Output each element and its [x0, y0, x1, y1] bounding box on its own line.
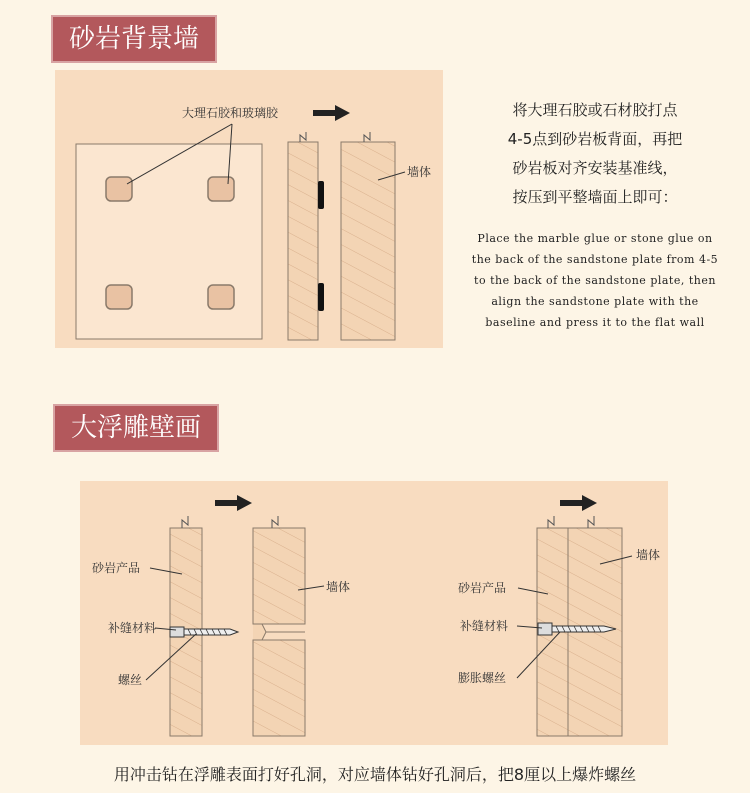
instruction-en-line-4: align the sandstone plate with the [491, 295, 699, 308]
sandstone-plate-front [76, 144, 262, 339]
wall-label: 墙体 [407, 165, 432, 179]
right-wall-label: 墙体 [636, 548, 661, 562]
instruction-en-line-2: the back of the sandstone plate from 4-5 [471, 253, 719, 266]
instruction-en-line-5: baseline and press it to the flat wall [485, 316, 705, 329]
left-screw-label: 螺丝 [118, 673, 143, 687]
instruction-en-line-3: to the back of the sandstone plate, then [474, 274, 716, 287]
instruction-cn-line-3: 砂岩板对齐安装基准线， [512, 159, 678, 177]
sandstone-product-left [170, 516, 202, 736]
section2-title: 大浮雕壁画 [55, 406, 217, 450]
arrow-right-icon [313, 105, 350, 121]
sandstone-plate-side [288, 132, 324, 340]
glue-label: 大理石胶和玻璃胶 [182, 106, 279, 120]
instruction-cn-line-4: 按压到平整墙面上即可： [512, 188, 678, 206]
arrow-right-icon [215, 495, 252, 511]
right-filler-label: 补缝材料 [460, 619, 509, 633]
arrow-right-icon [560, 495, 597, 511]
glue-blob-2 [318, 283, 324, 311]
screw-left [170, 627, 238, 637]
instruction-en-line-1: Place the marble glue or stone glue on [477, 232, 713, 245]
wall-left [253, 516, 305, 736]
section2-caption: 用冲击钻在浮雕表面打好孔洞，对应墙体钻好孔洞后，把8厘以上爆炸螺丝 [113, 765, 637, 784]
instruction-cn-line-1: 将大理石胶或石材胶打点 [512, 101, 678, 119]
left-wall-label: 墙体 [326, 580, 351, 594]
glue-dot-1 [106, 177, 132, 201]
right-product-label: 砂岩产品 [458, 581, 507, 595]
right-screw-label: 膨胀螺丝 [458, 671, 507, 685]
instruction-cn-line-2: 4-5点到砂岩板背面，再把 [507, 130, 683, 148]
wall-side [341, 132, 395, 340]
glue-dot-2 [208, 177, 234, 201]
glue-dot-4 [208, 285, 234, 309]
left-filler-label: 补缝材料 [108, 621, 157, 635]
section1-title: 砂岩背景墙 [53, 17, 215, 61]
left-product-label: 砂岩产品 [92, 561, 141, 575]
glue-dot-3 [106, 285, 132, 309]
glue-blob-1 [318, 181, 324, 209]
